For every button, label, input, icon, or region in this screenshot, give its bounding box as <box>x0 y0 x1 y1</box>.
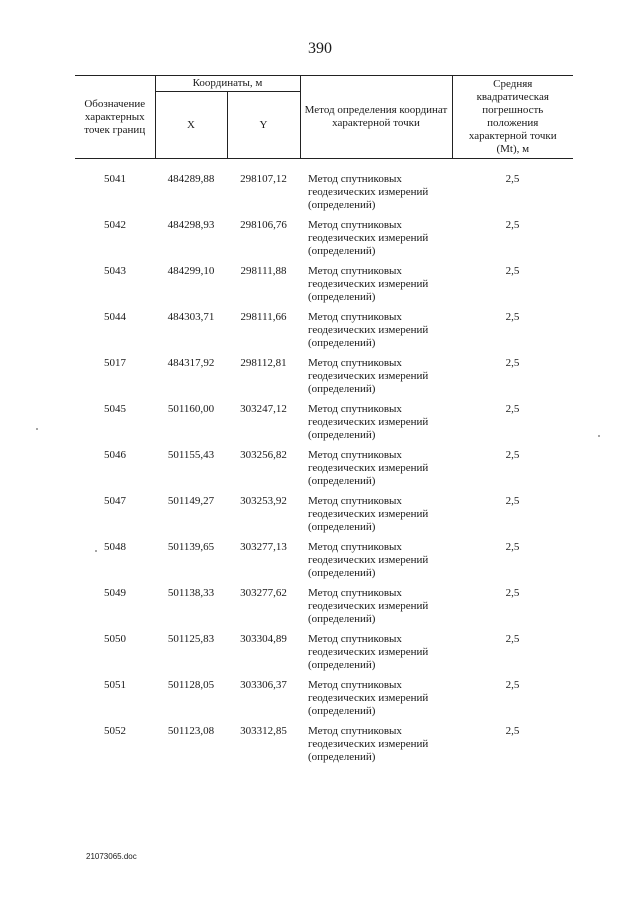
y-cell: 298106,76 <box>240 219 287 231</box>
error-cell: 2,5 <box>505 403 520 415</box>
x-cell: 484299,10 <box>167 265 215 277</box>
error-cell: 2,5 <box>505 587 520 599</box>
header-method: Метод определения координат характерной точки <box>300 76 452 159</box>
x-cell: 501139,65 <box>167 541 215 553</box>
header-error-text: Средняя квадратическая погрешность положения характерной точки (Mt), м <box>468 78 557 155</box>
point-id-cell: 5052 <box>104 725 126 737</box>
x-cell: 501138,33 <box>167 587 215 599</box>
y-cell: 298112,81 <box>240 357 287 369</box>
header-designation: Обозначение характерных точек границ <box>75 76 155 159</box>
method-cell: Метод спутниковых геодезических измерений (определений) <box>308 403 429 441</box>
error-cell: 2,5 <box>505 541 520 553</box>
y-cell: 303277,62 <box>240 587 287 599</box>
x-cell: 484317,92 <box>167 357 215 369</box>
x-cell: 484289,88 <box>167 173 215 185</box>
header-x: X <box>155 92 227 159</box>
table-row <box>75 449 573 495</box>
point-id-cell: 5044 <box>104 311 126 323</box>
x-cell: 501123,08 <box>167 725 215 737</box>
error-cell: 2,5 <box>505 265 520 277</box>
error-cell: 2,5 <box>505 449 520 461</box>
error-cell: 2,5 <box>505 633 520 645</box>
y-cell: 303253,92 <box>240 495 287 507</box>
method-cell: Метод спутниковых геодезических измерений (определений) <box>308 679 429 717</box>
y-cell: 303304,89 <box>240 633 287 645</box>
table-row <box>75 265 573 311</box>
error-cell: 2,5 <box>505 725 520 737</box>
footer-filename: 21073065.doc <box>86 852 137 861</box>
y-cell: 303247,12 <box>240 403 287 415</box>
table-row <box>75 311 573 357</box>
method-cell: Метод спутниковых геодезических измерений (определений) <box>308 173 429 211</box>
method-cell: Метод спутниковых геодезических измерений (определений) <box>308 449 429 487</box>
y-cell: 303306,37 <box>240 679 287 691</box>
table-row <box>75 159 573 220</box>
x-cell: 501128,05 <box>167 679 215 691</box>
x-cell: 501155,43 <box>167 449 215 461</box>
header-coordinates: Координаты, м <box>155 76 300 92</box>
point-id-cell: 5051 <box>104 679 126 691</box>
method-cell: Метод спутниковых геодезических измерений (определений) <box>308 725 429 763</box>
error-cell: 2,5 <box>505 495 520 507</box>
x-cell: 501160,00 <box>167 403 215 415</box>
y-cell: 298111,88 <box>240 265 287 277</box>
error-cell: 2,5 <box>505 679 520 691</box>
x-cell: 484298,93 <box>167 219 215 231</box>
error-cell: 2,5 <box>505 357 520 369</box>
point-id-cell: 5045 <box>104 403 126 415</box>
boundary-points-table <box>75 75 573 771</box>
y-cell: 298111,66 <box>240 311 287 323</box>
y-cell: 303256,82 <box>240 449 287 461</box>
x-cell: 501149,27 <box>167 495 215 507</box>
method-cell: Метод спутниковых геодезических измерений (определений) <box>308 219 429 257</box>
point-id-cell: 5042 <box>104 219 126 231</box>
method-cell: Метод спутниковых геодезических измерений (определений) <box>308 357 429 395</box>
method-cell: Метод спутниковых геодезических измерений (определений) <box>308 541 429 579</box>
point-id-cell: 5041 <box>104 173 126 185</box>
method-cell: Метод спутниковых геодезических измерений (определений) <box>308 587 429 625</box>
y-cell: 303312,85 <box>240 725 287 737</box>
table-row <box>75 725 573 771</box>
point-id-cell: 5017 <box>104 357 126 369</box>
y-cell: 303277,13 <box>240 541 287 553</box>
scan-speck <box>95 550 97 552</box>
table-row <box>75 495 573 541</box>
header-error <box>452 76 573 159</box>
table-row <box>75 541 573 587</box>
y-cell: 298107,12 <box>240 173 287 185</box>
method-cell: Метод спутниковых геодезических измерений (определений) <box>308 311 429 349</box>
table-row <box>75 679 573 725</box>
point-id-cell: 5047 <box>104 495 126 507</box>
point-id-cell: 5048 <box>104 541 126 553</box>
table-body <box>75 159 573 772</box>
x-cell: 501125,83 <box>167 633 215 645</box>
error-cell: 2,5 <box>505 219 520 231</box>
table-row <box>75 587 573 633</box>
table-row <box>75 357 573 403</box>
table-row <box>75 219 573 265</box>
method-cell: Метод спутниковых геодезических измерений (определений) <box>308 495 429 533</box>
method-cell: Метод спутниковых геодезических измерений (определений) <box>308 633 429 671</box>
x-cell: 484303,71 <box>167 311 215 323</box>
point-id-cell: 5043 <box>104 265 126 277</box>
header-y: Y <box>227 92 300 159</box>
scan-speck <box>36 428 38 430</box>
method-cell: Метод спутниковых геодезических измерений (определений) <box>308 265 429 303</box>
point-id-cell: 5049 <box>104 587 126 599</box>
error-cell: 2,5 <box>505 311 520 323</box>
table-row <box>75 403 573 449</box>
table-row <box>75 633 573 679</box>
page-number: 390 <box>308 40 332 57</box>
scan-speck <box>598 435 600 437</box>
point-id-cell: 5046 <box>104 449 126 461</box>
error-cell: 2,5 <box>505 173 520 185</box>
point-id-cell: 5050 <box>104 633 126 645</box>
